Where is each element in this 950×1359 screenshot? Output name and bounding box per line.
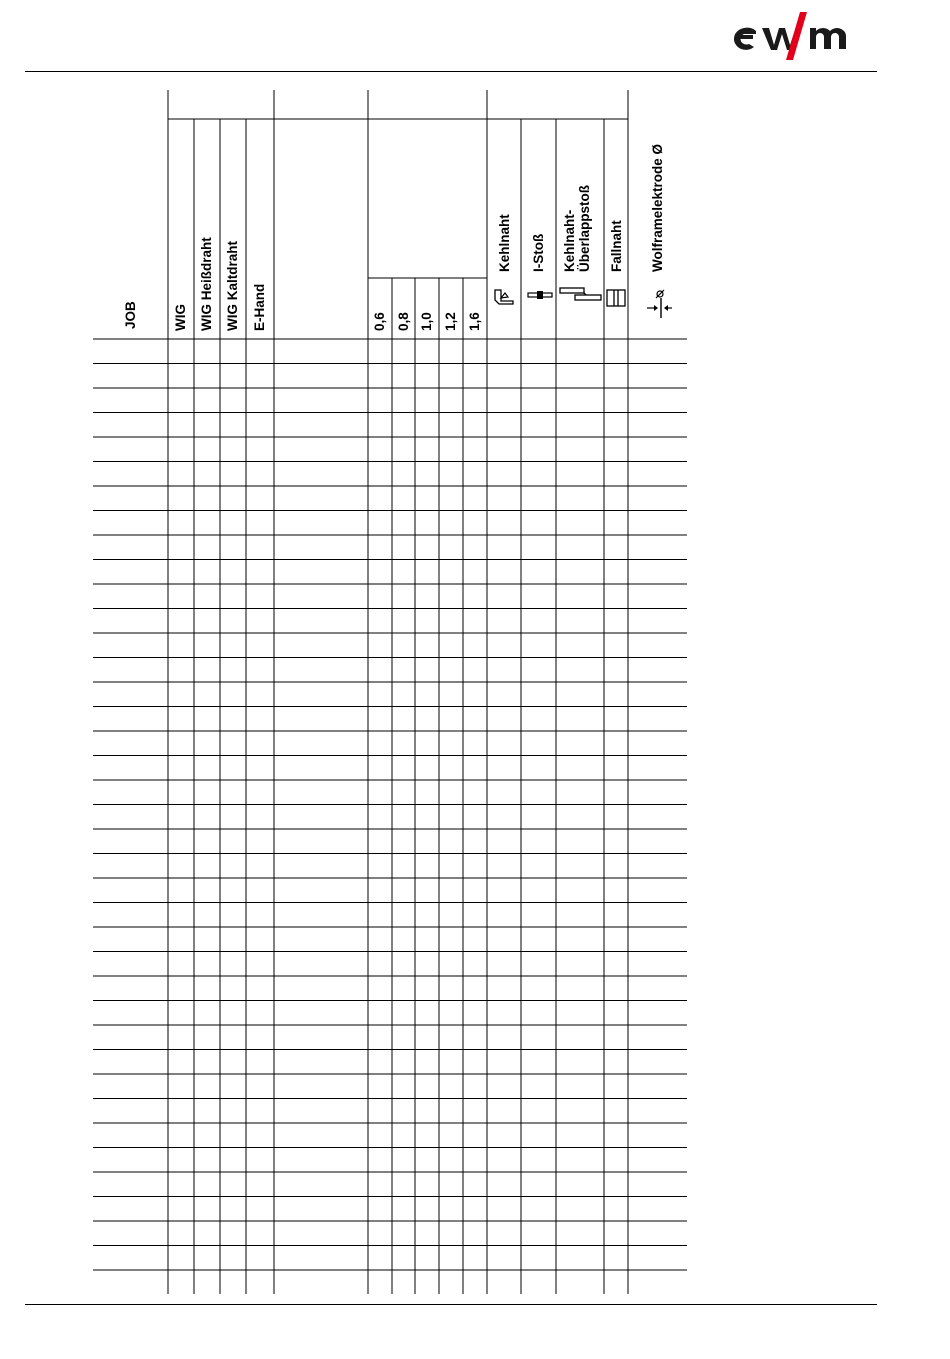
process-label-wig-kaltdraht: WIG Kaltdraht xyxy=(225,241,240,331)
seam-label-fallnaht: Fallnaht xyxy=(609,220,624,272)
lap-joint-icon xyxy=(559,286,603,304)
wire-diameter-0-6: 0,6 xyxy=(372,312,387,331)
job-header: JOB xyxy=(123,301,138,329)
process-label-wig-heissdraht: WIG Heißdraht xyxy=(199,237,214,331)
seam-label-kehlnaht-ueberlappstoss xyxy=(562,185,592,272)
seam-label-ueberlapp-text: Kehlnaht- Überlappstoß xyxy=(562,184,592,272)
process-label-wig: WIG xyxy=(173,304,188,331)
butt-joint-icon xyxy=(527,290,553,300)
electrode-diameter-icon xyxy=(645,286,673,320)
seam-label-kehlnaht: Kehlnaht xyxy=(497,214,512,272)
electrode-label: Wolframelektrode Ø xyxy=(650,143,665,272)
wire-diameter-0-8: 0,8 xyxy=(396,312,411,331)
wire-diameter-1-6: 1,6 xyxy=(467,312,482,331)
wire-diameter-1-0: 1,0 xyxy=(419,312,434,331)
fillet-weld-icon xyxy=(492,288,516,306)
wire-diameter-1-2: 1,2 xyxy=(443,312,458,331)
seam-label-i-stoss: I-Stoß xyxy=(531,233,546,272)
process-label-e-hand: E-Hand xyxy=(252,283,267,331)
vertical-down-weld-icon xyxy=(606,288,626,308)
